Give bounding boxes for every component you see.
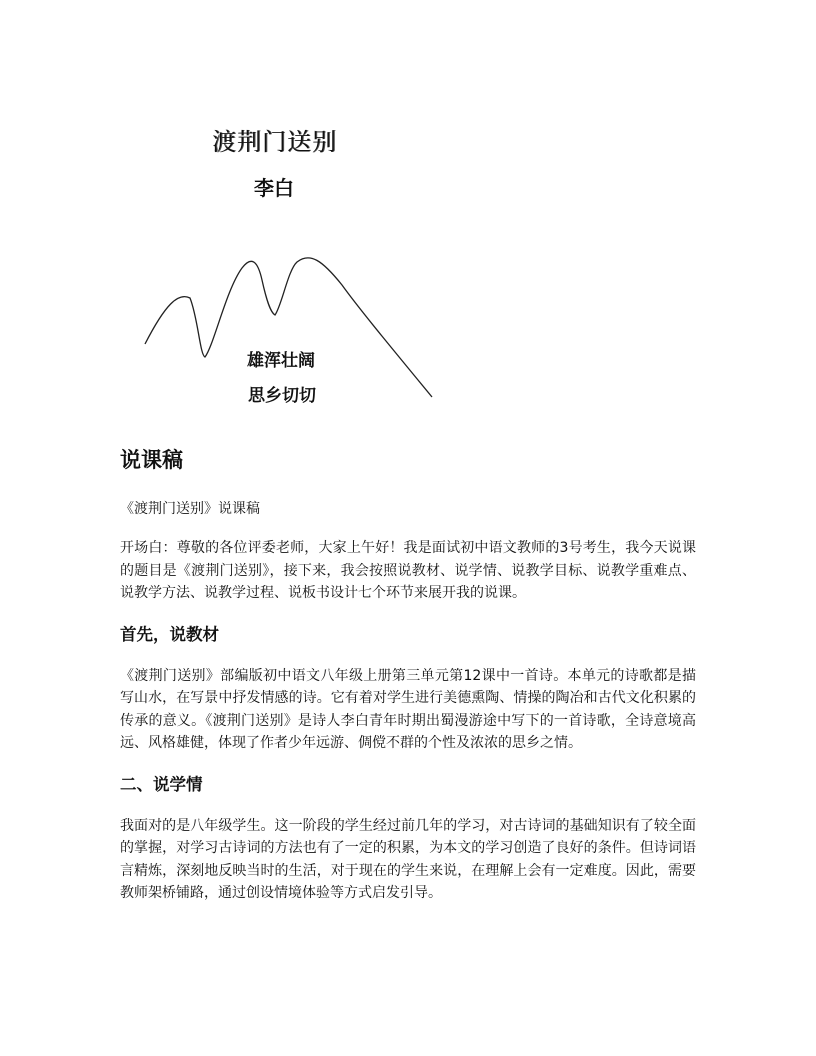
poem-title: 渡荆门送别 bbox=[212, 128, 337, 156]
document-subtitle: 《渡荆门送别》说课稿 bbox=[120, 501, 260, 517]
document-body bbox=[120, 445, 696, 922]
paragraph-students: 我面对的是八年级学生。这一阶段的学生经过前几年的学习，对古诗词的基础知识有了较全面的掌握，对学习古诗词的方法也有了一定的积累，为本文的学习创造了良好的条件。但诗词语言精炼，深刻地反映当时的生活，对于现在的学生来说，在理解上会有一定难度。因此，需要教师架桥铺路，通过创设情境体验等方式启发引导。 bbox=[120, 817, 696, 901]
blackboard-design bbox=[0, 0, 816, 420]
heading-textbook: 首先，说教材 bbox=[120, 624, 219, 644]
paragraph-textbook: 《渡荆门送别》部编版初中语文八年级上册第三单元第12课中一首诗。本单元的诗歌都是描写山水，在写景中抒发情感的诗。它有着对学生进行美德熏陶、情操的陶冶和古代文化积累的传承的意义。《渡荆门送别》是诗人李白青年时期出蜀漫游途中写下的一首诗歌，全诗意境高远、风格雄健，体现了作者少年远游、倜傥不群的个性及浓浓的思乡之情。 bbox=[120, 667, 696, 751]
heading-students: 二、说学情 bbox=[120, 774, 203, 794]
board-keyword-2: 思乡切切 bbox=[248, 386, 316, 406]
mountain-line-drawing bbox=[0, 0, 816, 420]
section-title: 说课稿 bbox=[120, 448, 183, 472]
poem-author: 李白 bbox=[254, 176, 294, 200]
mountain-outline bbox=[145, 258, 432, 397]
board-keyword-1: 雄浑壮阔 bbox=[247, 351, 315, 371]
opening-paragraph: 开场白：尊敬的各位评委老师，大家上午好！我是面试初中语文教师的3号考生，我今天说课的题目是《渡荆门送别》，接下来，我会按照说教材、说学情、说教学目标、说教学重难点、说教学方法、说教学过程、说板书设计七个环节来展开我的说课。 bbox=[120, 540, 696, 601]
